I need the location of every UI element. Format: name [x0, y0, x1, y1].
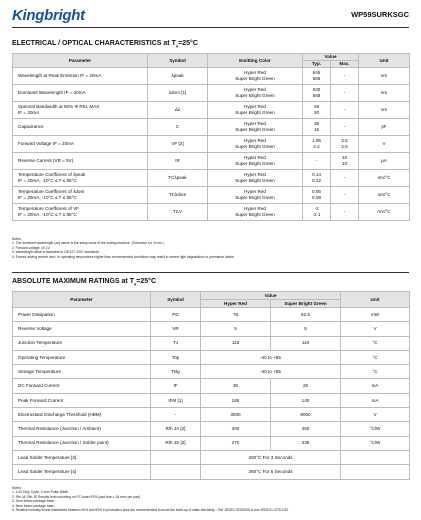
amr-super-bright-green-cell: 5 — [271, 322, 341, 336]
eo-max-cell — [331, 85, 359, 102]
eo-color-cell — [208, 68, 303, 85]
eo-col-symbol: Symbol — [148, 54, 208, 68]
amr-parameter-cell: Lead Solder Temperature [4] — [13, 465, 151, 479]
eo-max-line: - — [343, 192, 346, 198]
eo-max-line: - — [343, 73, 346, 79]
eo-typ-cell — [303, 119, 331, 136]
eo-max-cell — [331, 170, 359, 187]
eo-symbol-cell: C — [148, 119, 208, 136]
eo-unit-cell: nm/°C — [359, 187, 410, 204]
eo-typ-line: -2.1 — [312, 212, 321, 217]
eo-row — [13, 85, 410, 102]
amr-merged-value-cell: -40 to +85 — [201, 365, 341, 379]
eo-parameter-line: Temperature Coefficient of λpeak — [18, 172, 86, 178]
eo-note-line: 2. Forward voltage: ±0.1V. — [12, 245, 51, 250]
eo-row — [13, 153, 410, 170]
eo-color-line: Hyper Red — [244, 70, 266, 76]
amr-col-hyper-red: Hyper Red — [201, 300, 271, 308]
amr-symbol-cell: Rth JA [2] — [151, 422, 201, 436]
amr-unit-cell: °C — [341, 336, 410, 350]
eo-parameter-cell — [13, 204, 148, 221]
amr-symbol-cell: TJ — [151, 336, 201, 350]
eo-parameter-line: Wavelength at Peak Emission IF = 20mA — [18, 73, 102, 79]
eo-unit-cell: nm/°C — [359, 170, 410, 187]
eo-unit-cell: nm — [359, 68, 410, 85]
amr-unit-cell: °C — [341, 350, 410, 364]
amr-row — [13, 436, 410, 450]
amr-parameter-cell: Thermal Resistance (Junction / Ambient) — [13, 422, 151, 436]
eo-parameter-line: Temperature Coefficient of λdom — [18, 189, 85, 195]
eo-parameter-line: Spectral Bandwidth at 50% Φ REL MAX — [18, 104, 100, 110]
eo-parameter-line: Dominant Wavelength IF = 20mA — [18, 90, 86, 96]
eo-row — [13, 136, 410, 153]
eo-note-line: Notes: — [12, 237, 22, 241]
eo-typ-cell — [303, 153, 331, 170]
eo-color-cell — [208, 102, 303, 119]
eo-unit-cell: nm — [359, 102, 410, 119]
amr-unit-cell: °C/W — [341, 422, 410, 436]
eo-typ-line: 0.14 — [312, 172, 321, 178]
amr-col-value: Value — [201, 292, 341, 300]
amr-merged-value-cell: 260°C For 3 Seconds — [201, 450, 341, 464]
eo-section-title: ELECTRICAL / OPTICAL CHARACTERISTICS at $T_A=25^\circ C$ — [12, 40, 198, 49]
eo-typ-line: 35 — [313, 121, 320, 127]
eo-max-line: - — [343, 107, 346, 113]
amr-merged-value-cell: -40 to +85 — [201, 350, 341, 364]
eo-col-unit: Unit — [359, 54, 410, 68]
eo-color-cell — [208, 136, 303, 153]
amr-row — [13, 450, 410, 464]
eo-unit-cell: nm — [359, 85, 410, 102]
eo-row — [13, 187, 410, 204]
eo-color-cell — [208, 170, 303, 187]
eo-parameter-line: IF = 20mA — [18, 110, 40, 115]
amr-super-bright-green-cell: 110 — [271, 336, 341, 350]
eo-parameter-line: Capacitance — [18, 124, 44, 130]
amr-hyper-red-cell: 75 — [201, 308, 271, 322]
eo-typ-line: 1.95 — [312, 138, 321, 144]
amr-hyper-red-cell: 30 — [201, 379, 271, 393]
eo-color-line: Super Bright Green — [235, 212, 275, 217]
amr-ratings-table — [12, 291, 410, 480]
eo-symbol-cell: λpeak — [148, 68, 208, 85]
amr-row — [13, 393, 410, 407]
eo-typ-line: 15 — [313, 127, 320, 132]
eo-parameter-cell — [13, 136, 148, 153]
amr-parameter-cell: Junction Temperature — [13, 336, 151, 350]
eo-max-cell — [331, 187, 359, 204]
amr-note-line: 1. 1/10 Duty Cycle, 0.1ms Pulse Width. — [12, 490, 70, 495]
eo-parameter-cell — [13, 102, 148, 119]
eo-parameter-cell — [13, 187, 148, 204]
amr-symbol-cell: IF — [151, 379, 201, 393]
amr-super-bright-green-cell: 140 — [271, 393, 341, 407]
eo-col-value: Value — [303, 54, 359, 61]
amr-super-bright-green-cell: 62.5 — [271, 308, 341, 322]
amr-row — [13, 308, 410, 322]
amr-symbol-cell — [151, 465, 201, 479]
amr-parameter-cell: Electrostatic Discharge Threshold (HBM) — [13, 408, 151, 422]
eo-parameter-line: IF = 20mA, -10°C ≤ T ≤ 85°C — [18, 212, 77, 217]
amr-row — [13, 350, 410, 364]
eo-max-line: 10 — [341, 161, 348, 166]
eo-color-line: Super Bright Green — [235, 161, 275, 166]
eo-color-line: Hyper Red — [244, 189, 266, 195]
eo-parameter-cell — [13, 170, 148, 187]
eo-characteristics-table — [12, 53, 410, 221]
eo-typ-line: 30 — [313, 110, 320, 115]
amr-note-line: 4. 5mm below package base. — [12, 503, 55, 508]
amr-hyper-red-cell: 5 — [201, 322, 271, 336]
eo-max-line: - — [343, 175, 346, 181]
eo-parameter-line: IF = 20mA, -10°C ≤ T ≤ 85°C — [18, 178, 77, 183]
amr-col-parameter: Parameter — [13, 292, 151, 308]
eo-symbol-cell: IR — [148, 153, 208, 170]
eo-col-max: Max. — [331, 61, 359, 68]
brand-logo: Kingbright — [12, 7, 85, 24]
amr-unit-cell — [341, 450, 410, 464]
amr-unit-cell: mA — [341, 393, 410, 407]
eo-color-cell — [208, 204, 303, 221]
eo-typ-line: 0.05 — [312, 189, 321, 195]
eo-color-line: Hyper Red — [244, 138, 266, 144]
eo-parameter-cell — [13, 85, 148, 102]
amr-parameter-cell: Power Dissipation — [13, 308, 151, 322]
eo-row — [13, 170, 410, 187]
amr-super-bright-green-cell: 450 — [271, 422, 341, 436]
eo-max-cell — [331, 204, 359, 221]
amr-row — [13, 336, 410, 350]
amr-notes — [12, 486, 409, 513]
header-divider — [12, 27, 409, 28]
eo-typ-line: 0.12 — [312, 178, 321, 183]
eo-col-emitting-color: Emitting Color — [208, 54, 303, 68]
eo-color-line: Hyper Red — [244, 121, 266, 127]
eo-color-cell — [208, 153, 303, 170]
eo-color-line: Hyper Red — [244, 87, 266, 93]
eo-color-line: Super Bright Green — [235, 76, 275, 81]
amr-symbol-cell: IFM [1] — [151, 393, 201, 407]
amr-symbol-cell: - — [151, 408, 201, 422]
eo-parameter-line: IF = 20mA, -10°C ≤ T ≤ 85°C — [18, 195, 77, 200]
amr-col-unit: Unit — [341, 292, 410, 308]
eo-typ-line: - — [315, 158, 318, 164]
eo-typ-cell — [303, 85, 331, 102]
eo-typ-cell — [303, 187, 331, 204]
amr-unit-cell — [341, 465, 410, 479]
amr-parameter-cell: Operating Temperature — [13, 350, 151, 364]
amr-note-line: Notes: — [12, 486, 22, 490]
amr-hyper-red-cell: 185 — [201, 393, 271, 407]
eo-color-line: Super Bright Green — [235, 127, 275, 132]
eo-color-cell — [208, 119, 303, 136]
amr-note-line: 5. Relative humidity levels maintained between 40% and 60% in production area are recommended to avoid the build-up of static electricity – Ref JEDEC/JESD625-A and JEDEC/J-STD-033. — [12, 508, 289, 513]
amr-row — [13, 422, 410, 436]
eo-unit-cell: μA — [359, 153, 410, 170]
eo-row — [13, 204, 410, 221]
eo-typ-line: 0.08 — [312, 195, 321, 200]
amr-parameter-cell: Thermal Resistance (Junction / Solder point) — [13, 436, 151, 450]
eo-parameter-line: Forward Voltage IF = 20mA — [18, 141, 75, 147]
eo-max-cell — [331, 136, 359, 153]
eo-max-line: 10 — [341, 155, 348, 161]
eo-typ-cell — [303, 136, 331, 153]
amr-hyper-red-cell: 400 — [201, 422, 271, 436]
eo-color-cell — [208, 187, 303, 204]
eo-typ-cell — [303, 170, 331, 187]
amr-super-bright-green-cell: 8000 — [271, 408, 341, 422]
eo-symbol-cell: λdom [1] — [148, 85, 208, 102]
eo-typ-line: 28 — [313, 104, 320, 110]
amr-hyper-red-cell: 270 — [201, 436, 271, 450]
eo-typ-line: 565 — [312, 76, 321, 81]
eo-note-line: 4. Excess driving current and / or operating temperature higher than recommended conditions may result in severe light degradation or premature failure. — [12, 254, 236, 259]
eo-notes — [12, 237, 409, 259]
amr-row — [13, 322, 410, 336]
eo-col-typ: Typ. — [303, 61, 331, 68]
amr-parameter-cell: Storage Temperature — [13, 365, 151, 379]
eo-typ-line: 645 — [312, 70, 321, 76]
amr-parameter-cell: Reverse Voltage — [13, 322, 151, 336]
amr-symbol-cell: Top — [151, 350, 201, 364]
amr-hyper-red-cell: 3000 — [201, 408, 271, 422]
eo-max-line: - — [343, 90, 346, 96]
eo-parameter-cell — [13, 119, 148, 136]
eo-typ-cell — [303, 204, 331, 221]
eo-typ-line: 2.2 — [313, 144, 320, 149]
eo-color-line: Super Bright Green — [235, 93, 275, 98]
section-divider — [12, 272, 409, 273]
amr-row — [13, 379, 410, 393]
eo-typ-line: 630 — [312, 87, 321, 93]
eo-typ-cell — [303, 68, 331, 85]
eo-color-line: Hyper Red — [244, 155, 266, 161]
eo-max-cell — [331, 68, 359, 85]
amr-unit-cell: V — [341, 408, 410, 422]
amr-symbol-cell: PD — [151, 308, 201, 322]
eo-row — [13, 68, 410, 85]
amr-super-bright-green-cell: 25 — [271, 379, 341, 393]
eo-symbol-cell: VF [2] — [148, 136, 208, 153]
amr-symbol-cell: VR — [151, 322, 201, 336]
amr-merged-value-cell: 260°C For 5 Seconds — [201, 465, 341, 479]
eo-max-line: - — [343, 209, 346, 215]
amr-super-bright-green-cell: 335 — [271, 436, 341, 450]
eo-color-line: Super Bright Green — [235, 110, 275, 115]
eo-parameter-cell — [13, 153, 148, 170]
eo-row — [13, 102, 410, 119]
eo-color-line: Super Bright Green — [235, 195, 275, 200]
eo-unit-cell: pF — [359, 119, 410, 136]
amr-unit-cell: mW — [341, 308, 410, 322]
eo-color-line: Super Bright Green — [235, 178, 275, 183]
eo-color-cell — [208, 85, 303, 102]
eo-row — [13, 119, 410, 136]
amr-symbol-cell: Rth JS [2] — [151, 436, 201, 450]
eo-color-line: Hyper Red — [244, 104, 266, 110]
amr-hyper-red-cell: 115 — [201, 336, 271, 350]
eo-symbol-cell: TCV — [148, 204, 208, 221]
eo-symbol-cell: Δλ — [148, 102, 208, 119]
amr-unit-cell: mA — [341, 379, 410, 393]
amr-row — [13, 408, 410, 422]
part-number: WP59SURKSGC — [351, 10, 409, 19]
eo-max-line: 2.5 — [341, 138, 348, 144]
amr-parameter-cell: DC Forward Current — [13, 379, 151, 393]
eo-typ-line: -2 — [314, 206, 319, 212]
eo-unit-cell: V — [359, 136, 410, 153]
amr-symbol-cell: Tstg — [151, 365, 201, 379]
eo-typ-cell — [303, 102, 331, 119]
amr-parameter-cell: Lead Solder Temperature [3] — [13, 450, 151, 464]
amr-row — [13, 465, 410, 479]
eo-color-line: Hyper Red — [244, 206, 266, 212]
amr-note-line: 2. Rth JA ,Rth JS Results from mounting on PC board FR4 (pad size ≥ 16 mm² per pad). — [12, 494, 141, 499]
eo-max-line: - — [343, 124, 346, 130]
eo-parameter-line: Reverse Current (VR = 5V) — [18, 158, 74, 164]
eo-symbol-cell: TCλpeak — [148, 170, 208, 187]
eo-parameter-line: Temperature Coefficient of VF — [18, 206, 79, 212]
eo-note-line: 3. Wavelength value is traceable to CIE127-2007 standards. — [12, 250, 100, 255]
eo-max-cell — [331, 102, 359, 119]
amr-symbol-cell — [151, 450, 201, 464]
eo-max-line: 2.5 — [341, 144, 348, 149]
eo-max-cell — [331, 119, 359, 136]
eo-col-parameter: Parameter — [13, 54, 148, 68]
eo-max-cell — [331, 153, 359, 170]
amr-section-title: ABSOLUTE MAXIMUM RATINGS at $T_A=25^\circ C$ — [12, 278, 157, 287]
amr-note-line: 3. 2mm below package base. — [12, 499, 55, 504]
eo-symbol-cell: TCλdom — [148, 187, 208, 204]
amr-row — [13, 365, 410, 379]
eo-parameter-cell — [13, 68, 148, 85]
eo-note-line: 1. The dominant wavelength (λd) above is the setup value of the sorting machine. (Tolerance λd: ±1nm. ) — [12, 241, 165, 246]
amr-col-symbol: Symbol — [151, 292, 201, 308]
amr-col-super-bright-green: Super Bright Green — [271, 300, 341, 308]
eo-color-line: Hyper Red — [244, 172, 266, 178]
eo-color-line: Super Bright Green — [235, 144, 275, 149]
amr-unit-cell: °C/W — [341, 436, 410, 450]
eo-unit-cell: mV/°C — [359, 204, 410, 221]
eo-typ-line: 568 — [312, 93, 321, 98]
amr-parameter-cell: Peak Forward Current — [13, 393, 151, 407]
amr-unit-cell: V — [341, 322, 410, 336]
amr-unit-cell: °C — [341, 365, 410, 379]
